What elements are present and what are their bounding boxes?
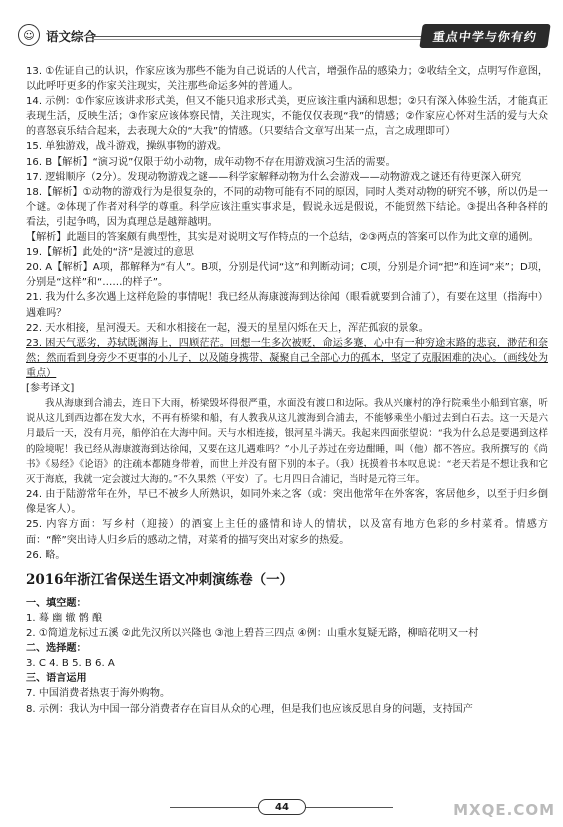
answer-21: 21. 我为什么多次遇上这样危险的事情呢！我已经从海康渡海到达徐闻（眼看就要到合浦了），有要在这里（指海中）遇难吗？ [26,292,548,319]
answer-20: 20. A【解析】A项，都解释为“有人”。B项，分别是代词“这”和判断动词；C项，分别是介词“把”和连词“来”；D项，分别是“这样”和“……的样子”。 [26,262,548,289]
answer-17: 17. 逻辑顺序（2分）。发现动物游戏之谜——科学家解释动物为什么会游戏——动物游戏之谜还有待更深入研究 [26,171,522,183]
answer-15: 15. 单独游戏，战斗游戏，操纵事物的游戏。 [26,141,227,153]
section-fill-blank: 一、填空题： [26,597,87,609]
section-label: 语文综合 [46,29,97,44]
header-rule [92,36,423,37]
answer-26: 26. 略。 [26,549,66,561]
answer-24: 24. 由于陆游常年在外，早已不被乡人所熟识，如同外来之客（或：突出他常年在外客客，客居他乡，以至于归乡倒像是客人）。 [26,489,548,516]
page-number: 44 [258,799,306,815]
page-footer [0,795,563,823]
answer-25: 25. 内容方面：写乡村（迎接）的酒宴上主任的盛情和诗人的情状，以及富有地方色彩的乡村菜肴。情感方面：“醉”突出诗人归乡后的感动之情，对菜肴的描写突出对家乡的热爱。 [26,519,548,546]
exam-answer-3-6: 3. C 4. B 5. B 6. A [26,658,115,670]
exam-title: 2016年浙江省保送生语文冲刺演练卷（一） [26,571,294,588]
answer-14: 14. 示例：①作家应该讲求形式美，但又不能只追求形式美，更应该注重内涵和思想；②只有深入体验生活，才能真正表现生活，反映生活；③作家应该体察民情，关注现实，不能仅仅表现“我”的情感；②作家应心怀对生活的爱与大众的喜怒哀乐结合起来，去表现大众的“大我”的情感。（只要结合文章写出某一点，言之成理即可） [26,96,548,138]
answer-18: 18.【解析】①动物的游戏行为是很复杂的，不同的动物可能有不同的原因，同时人类对动物的研究不够，所以仍是一个谜。②体现了作者对科学的尊重。科学应该注重实事求是，假说永远是假说，不能贸然下结论。③提出各种各样的看法，引起争鸣，因为真理总是越辩越明。 [26,186,548,228]
exam-answer-8: 8. 示例：我认为中国一部分消费者存在盲目从众的心理，但是我们也应该反思自身的问题，支持国产 [26,703,473,715]
school-logo-icon: ☺ [18,24,40,46]
exam-answer-2: 2. ①简道龙标过五溪 ②此先汉所以兴隆也 ③池上碧苔三四点 ④例：山重水复疑无路，柳暗花明又一村 [26,628,479,640]
brand-banner: 重点中学与你有约 [419,24,550,48]
answer-18-note: 【解析】此题目的答案颇有典型性，其实是对说明文写作特点的一个总结，②③两点的答案可以作为此文章的通例。 [26,232,539,244]
section-language: 三、语言运用 [26,673,87,685]
translation-heading: [参考译文] [26,382,75,394]
section-choice: 二、选择题： [26,643,87,655]
watermark: MXQE.COM [453,801,555,819]
answer-content [26,64,548,717]
answer-23: 23. 困天气恶劣，苏轼既渊海上，四顾茫茫。回想一生多次被贬，命运多蹇，心中有一种穷途末路的悲哀，渺茫和奈然；然而看到身旁少不更事的小儿子，以及随身携带、凝聚自己全部心力的孤本，坚定了克服困难的决心。（画线处为重点） [26,337,548,379]
answer-13: 13. ①佐证自己的认识，作家应该为那些不能为自己说话的人代言，增强作品的感染力；②收结全文，点明写作意图，以此呼吁更多的作家关注现实，关注那些命运多舛的普通人。 [26,66,548,93]
exam-answer-7: 7. 中国消费者热衷于海外购物。 [26,688,171,700]
answer-22: 22. 天水相接，星河漫天。天和水相接在一起，漫天的星星闪烁在天上，浑茫孤寂的景象。 [26,322,429,334]
answer-16: 16. B【解析】“演习说”仅限于幼小动物，成年动物不存在用游戏演习生活的需要。 [26,156,396,168]
answer-19: 19.【解析】此处的“济”是渡过的意思 [26,247,194,259]
exam-answer-1: 1. 蓦 幽 辙 鹘 酿 [26,612,103,624]
header-rule-thin [92,39,423,40]
page-header [0,0,563,52]
translation-text: 我从海康到合浦去，连日下大雨，桥梁毁坏得很严重，水面没有渡口和边际。我从兴廉村的净行院乘坐小船到官寨，听说从这儿到西边都在发大水，不再有桥梁和船，有人教我从这儿渡海到合浦去，不能够乘坐小船过去到白石去。这一天是六月最后一天，没有月亮，船停泊在大海中间。天与水相连接，银河星斗满天。我起来四面张望说：“我为什么总是要遇到这样的险境呢！我已经从海康渡海到达徐闻，又要在这儿遇难吗？”小儿子苏过在旁边酣睡，叫（他）都不答应。我所撰写的《尚书》《易经》《论语》的注疏本都随身带着，而世上并没有留下别的本子。（我）抚摸着书本叹息说：“老天若是不想让我和它灭于海底，我就一定会渡过大海的。”不久果然（平安）了。七月四日合浦记，当时是元符三年。 [26,398,548,486]
